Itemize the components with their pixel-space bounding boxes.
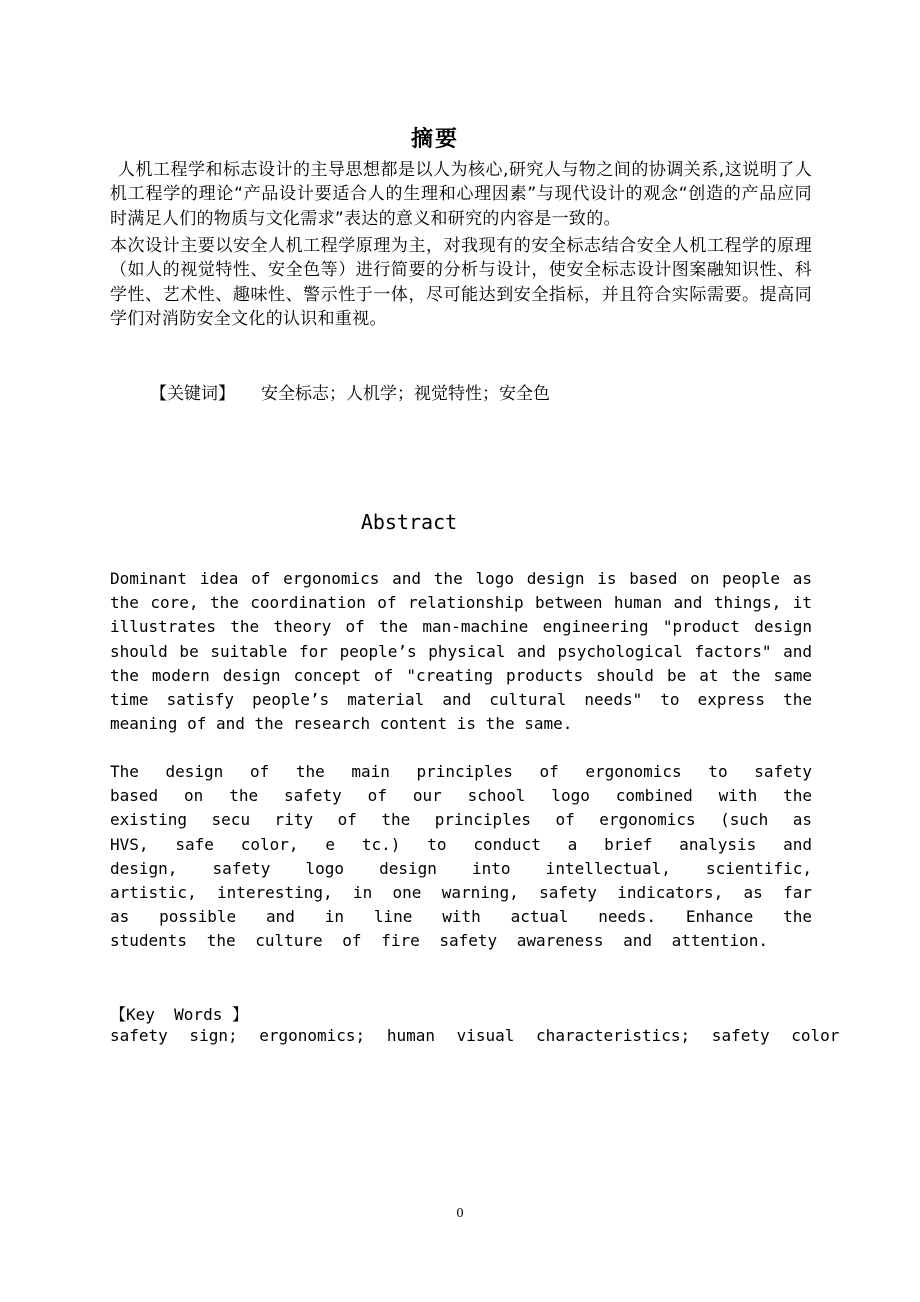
chinese-abstract-title: 摘要 [410, 126, 459, 152]
chinese-keywords-values: 安全标志；人机学；视觉特性；安全色 [261, 384, 550, 404]
page-number: 0 [456, 1206, 464, 1221]
chinese-abstract-paragraph-1: 人机工程学和标志设计的主导思想都是以人为核心,研究人与物之间的协调关系,这说明了人机工程学的理论“产品设计要适合人的生理和心理因素”与现代设计的观念“创造的产品应同时满足人们的物质与文化需求”表达的意义和研究的内容是一致的。 [110, 160, 812, 229]
chinese-abstract-paragraph-2: 本次设计主要以安全人机工程学原理为主，对我现有的安全标志结合安全人机工程学的原理（如人的视觉特性、安全色等）进行简要的分析与设计，使安全标志设计图案融知识性、科学性、艺术性、趣味性、警示性于一体，尽可能达到安全指标，并且符合实际需要。提高同学们对消防安全文化的认识和重视。 [110, 236, 812, 329]
english-abstract-paragraph-1: Dominant idea of ergonomics and the logo design is based on people as the core, the coordination of relationship between human and things, it illustrates the theory of the man-machine engineering "product design should be suitable for people’s physical and psychological factors" and the modern design concept of "creating products should be at the same time satisfy people’s material and cultural needs" to express the meaning of and the research content is the same. [110, 569, 812, 734]
chinese-keywords-line [150, 379, 550, 404]
english-abstract-paragraph-2: The design of the main principles of ergonomics to safety based on the safety of our school logo combined with the existing secu rity of the principles of ergonomics (such as HVS, safe color, e tc.) to conduct a brief analysis and design, safety logo design into intellectual, scientific, artistic, interesting, in one warning, safety indicators, as far as possible and in line with actual needs. Enhance the students the culture of fire safety awareness and attention. [110, 762, 812, 951]
english-keywords-label: 【Key Words 】 [110, 1005, 248, 1024]
english-abstract-title: Abstract [360, 510, 458, 534]
chinese-keywords-label: 【关键词】 [150, 384, 235, 404]
english-keywords-values: safety sign; ergonomics; human visual characteristics; safety color [110, 1026, 840, 1045]
